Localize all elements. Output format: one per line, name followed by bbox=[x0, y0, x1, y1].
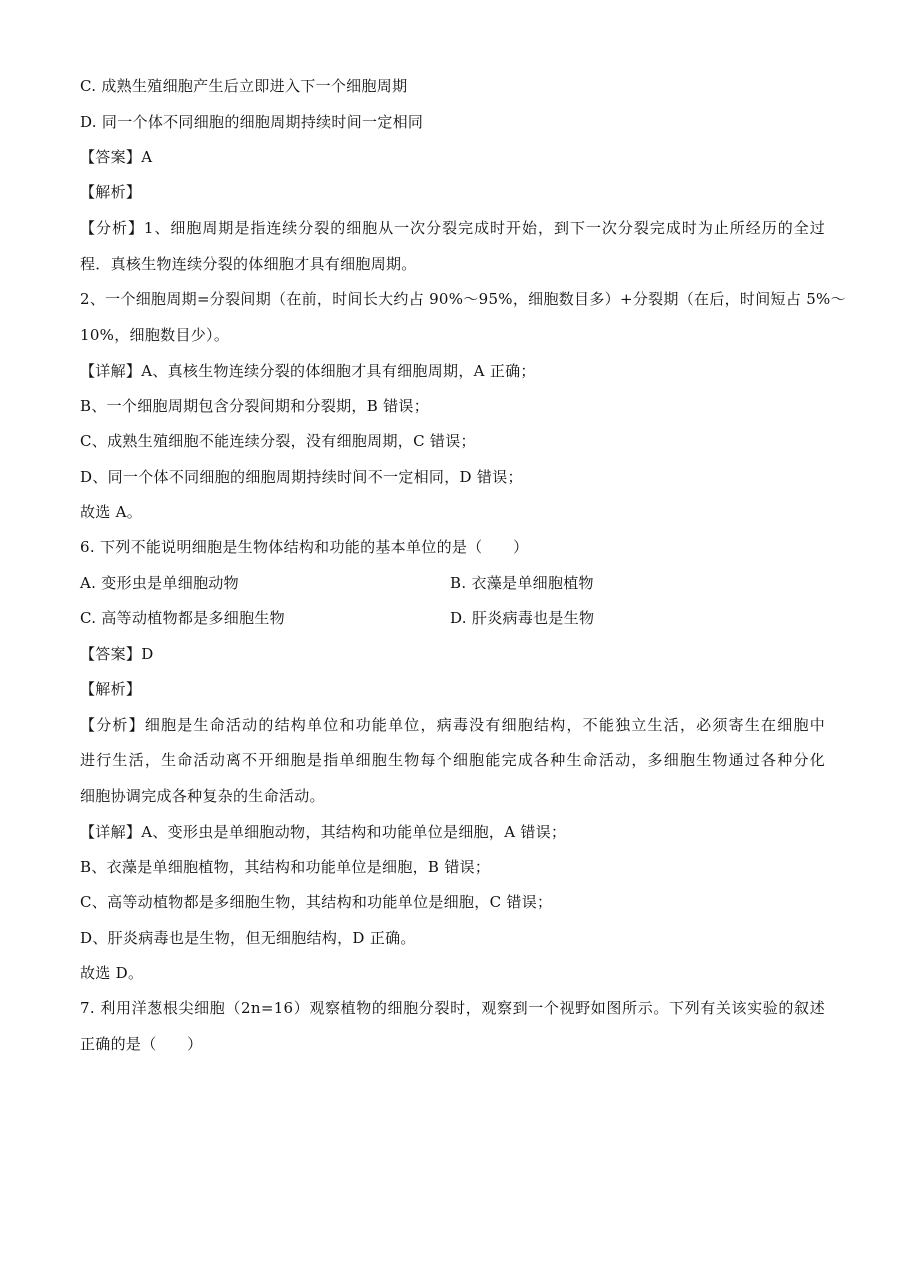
detail-6-b: B、衣藻是单细胞植物，其结构和功能单位是细胞，B 错误； bbox=[80, 858, 491, 876]
analysis-6-line-1: 【分析】细胞是生命活动的结构单位和功能单位，病毒没有细胞结构，不能独立生活，必须寄生在细胞中 bbox=[80, 716, 825, 734]
question-6-option-b: B. 衣藻是单细胞植物 bbox=[450, 574, 594, 592]
question-7-line-2: 正确的是（ ） bbox=[80, 1035, 203, 1053]
analysis-heading-5: 【解析】 bbox=[80, 183, 142, 201]
question-6-option-d: D. 肝炎病毒也是生物 bbox=[450, 609, 595, 627]
option-d-previous: D. 同一个体不同细胞的细胞周期持续时间一定相同 bbox=[80, 113, 424, 131]
answer-6: 【答案】D bbox=[80, 645, 154, 663]
detail-6-a: 【详解】A、变形虫是单细胞动物，其结构和功能单位是细胞，A 错误； bbox=[80, 823, 567, 841]
analysis-5-line-3: 2、一个细胞周期=分裂间期（在前，时间长大约占 90%～95%，细胞数目多）+分裂期（在后，时间短占 5%～ bbox=[80, 290, 846, 308]
detail-5-b: B、一个细胞周期包含分裂间期和分裂期，B 错误； bbox=[80, 397, 430, 415]
conclusion-5: 故选 A。 bbox=[80, 503, 143, 521]
option-c-previous: C. 成熟生殖细胞产生后立即进入下一个细胞周期 bbox=[80, 77, 408, 95]
analysis-5-line-4: 10%，细胞数目少）。 bbox=[80, 326, 230, 344]
detail-6-c: C、高等动植物都是多细胞生物，其结构和功能单位是细胞，C 错误； bbox=[80, 893, 553, 911]
conclusion-6: 故选 D。 bbox=[80, 964, 144, 982]
detail-5-d: D、同一个体不同细胞的细胞周期持续时间不一定相同，D 错误； bbox=[80, 468, 523, 486]
detail-6-d: D、肝炎病毒也是生物，但无细胞结构，D 正确。 bbox=[80, 929, 416, 947]
answer-5: 【答案】A bbox=[80, 148, 153, 166]
analysis-5-line-2: 程．真核生物连续分裂的体细胞才具有细胞周期。 bbox=[80, 255, 417, 273]
analysis-heading-6: 【解析】 bbox=[80, 680, 142, 698]
question-6-option-c: C. 高等动植物都是多细胞生物 bbox=[80, 609, 285, 627]
question-7-line-1: 7. 利用洋葱根尖细胞（2n=16）观察植物的细胞分裂时，观察到一个视野如图所示。下列有关该实验的叙述 bbox=[80, 999, 825, 1017]
question-6-option-a: A. 变形虫是单细胞动物 bbox=[80, 574, 239, 592]
detail-5-c: C、成熟生殖细胞不能连续分裂，没有细胞周期，C 错误； bbox=[80, 432, 476, 450]
analysis-5-line-1: 【分析】1、细胞周期是指连续分裂的细胞从一次分裂完成时开始，到下一次分裂完成时为止所经历的全过 bbox=[80, 219, 825, 237]
analysis-6-line-3: 细胞协调完成各种复杂的生命活动。 bbox=[80, 787, 325, 805]
analysis-6-line-2: 进行生活，生命活动离不开细胞是指单细胞生物每个细胞能完成各种生命活动，多细胞生物通过各种分化 bbox=[80, 751, 825, 769]
detail-5-a: 【详解】A、真核生物连续分裂的体细胞才具有细胞周期，A 正确； bbox=[80, 362, 536, 380]
question-6: 6. 下列不能说明细胞是生物体结构和功能的基本单位的是（ ） bbox=[80, 538, 529, 556]
